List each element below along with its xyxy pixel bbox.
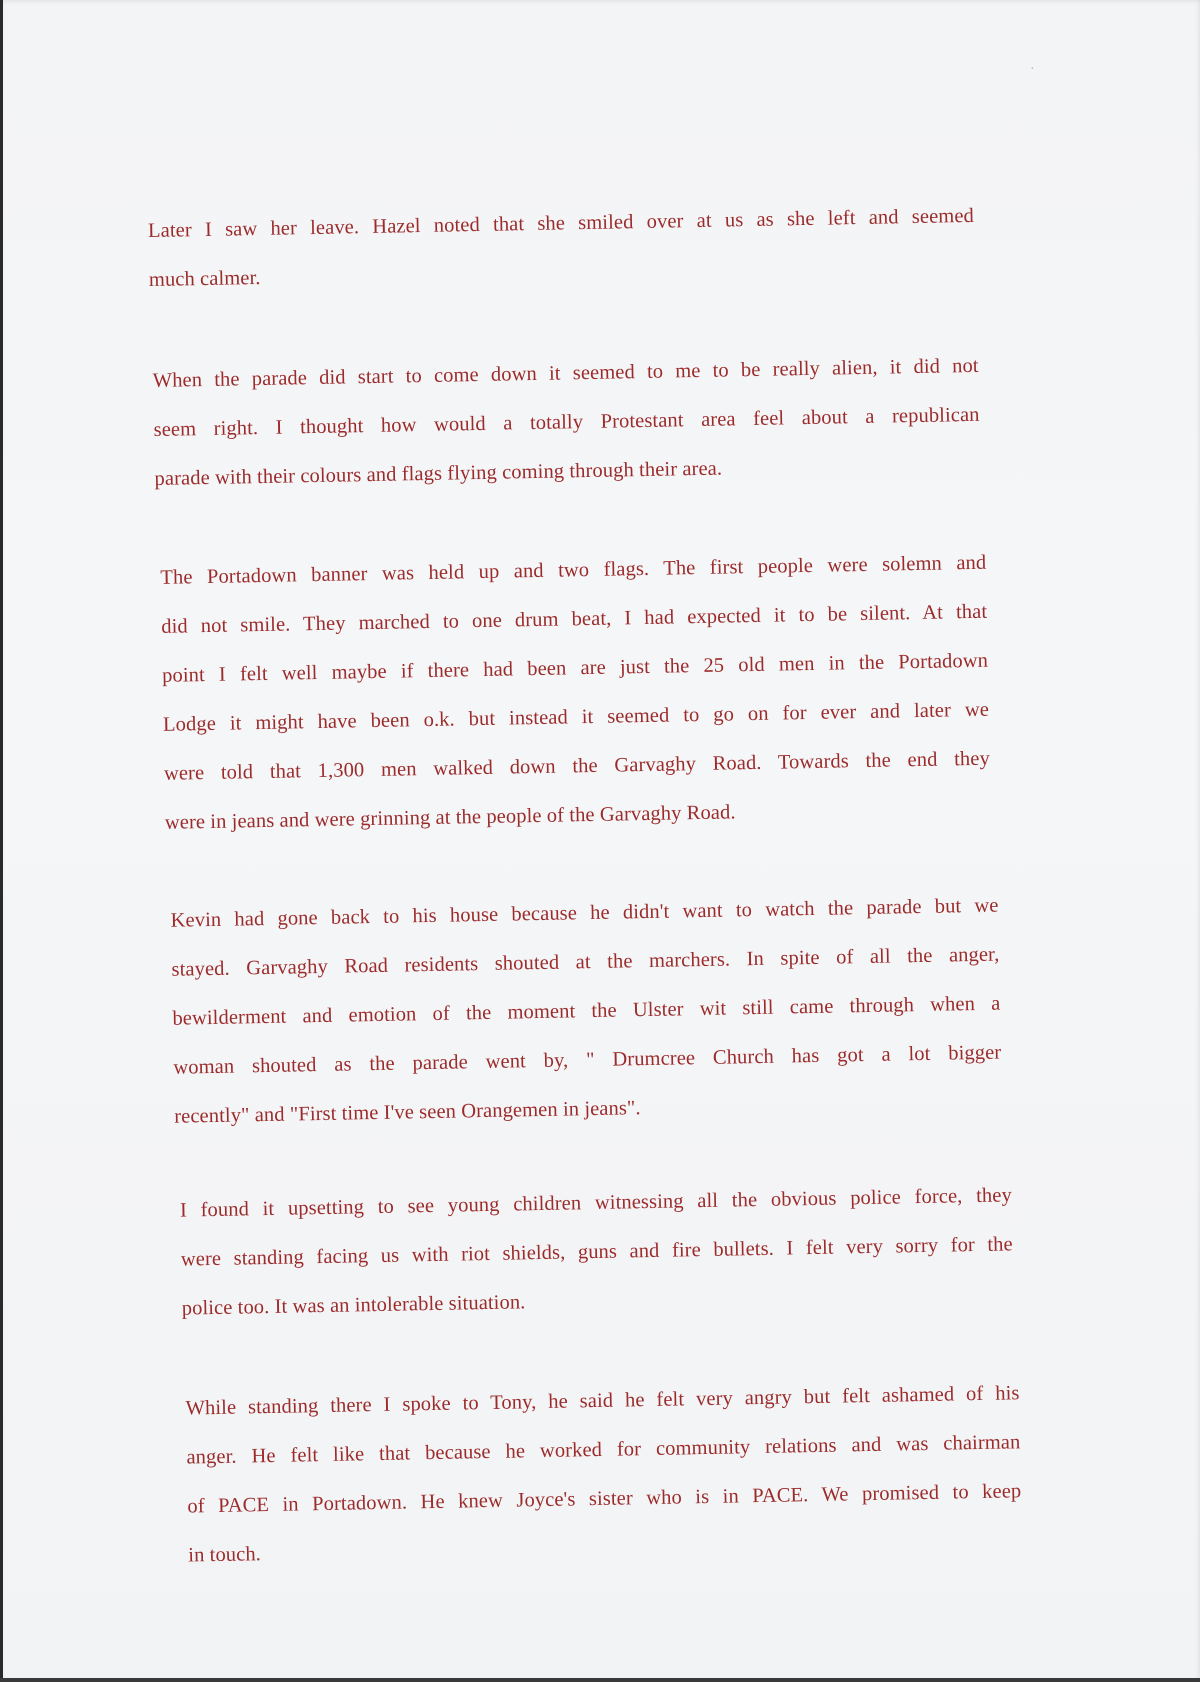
text-line: stayed. Garvaghy Road residents shouted at the marchers. In spite of all the anger, — [171, 943, 1000, 981]
text-line: When the parade did start to come down it seemed to me to be really alien, it did not — [152, 354, 979, 392]
text-line: were in jeans and were grinning at the people of the Garvaghy Road. — [164, 801, 736, 834]
paragraph-2 — [152, 342, 981, 504]
text-line: were standing facing us with riot shields, guns and fire bullets. I felt very sorry for the — [180, 1233, 1013, 1271]
paragraph-5 — [180, 1171, 1015, 1333]
text-line: much calmer. — [148, 266, 261, 292]
text-line: of PACE in Portadown. He knew Joyce's sister who is in PACE. We promised to keep — [187, 1480, 1022, 1518]
text-line: recently" and "First time I've seen Orangemen in jeans". — [174, 1097, 641, 1128]
text-line: bewilderment and emotion of the moment the Ulster wit still came through when a — [172, 992, 1001, 1030]
text-line: woman shouted as the parade went by, " Drumcree Church has got a lot bigger — [173, 1041, 1002, 1079]
paragraph-6 — [185, 1369, 1022, 1580]
text-line: Later I saw her leave. Hazel noted that she smiled over at us as she left and seemed — [147, 204, 975, 243]
text-line: parade with their colours and flags flying coming through their area. — [154, 457, 723, 490]
text-line: While standing there I spoke to Tony, he said he felt very angry but felt ashamed of his — [185, 1382, 1020, 1420]
text-line: were told that 1,300 men walked down the Garvaghy Road. Towards the end they — [163, 747, 991, 785]
text-line: I found it upsetting to see young children witnessing all the obvious police force, they — [179, 1184, 1013, 1222]
text-line: anger. He felt like that because he worked for community relations and was chairman — [186, 1431, 1021, 1469]
paragraph-3 — [160, 539, 991, 848]
text-line: seem right. I thought how would a totally Protestant area feel about a republican — [153, 403, 980, 441]
text-line: police too. It was an intolerable situation. — [181, 1291, 526, 1320]
text-line: The Portadown banner was held up and two flags. The first people were solemn and — [160, 551, 987, 589]
text-line: point I felt well maybe if there had been are just the 25 old men in the Portadown — [161, 649, 989, 687]
scan-speck: · — [1030, 62, 1035, 77]
paragraph-4 — [170, 882, 1002, 1142]
text-line: did not smile. They marched to one drum beat, I had expected it to be silent. At that — [161, 600, 988, 638]
paragraph-1 — [148, 192, 976, 305]
text-line: Lodge it might have been o.k. but instead it seemed to go on for ever and later we — [162, 698, 990, 736]
text-line: Kevin had gone back to his house because he didn't want to watch the parade but we — [170, 894, 999, 932]
text-line: in touch. — [188, 1543, 262, 1567]
